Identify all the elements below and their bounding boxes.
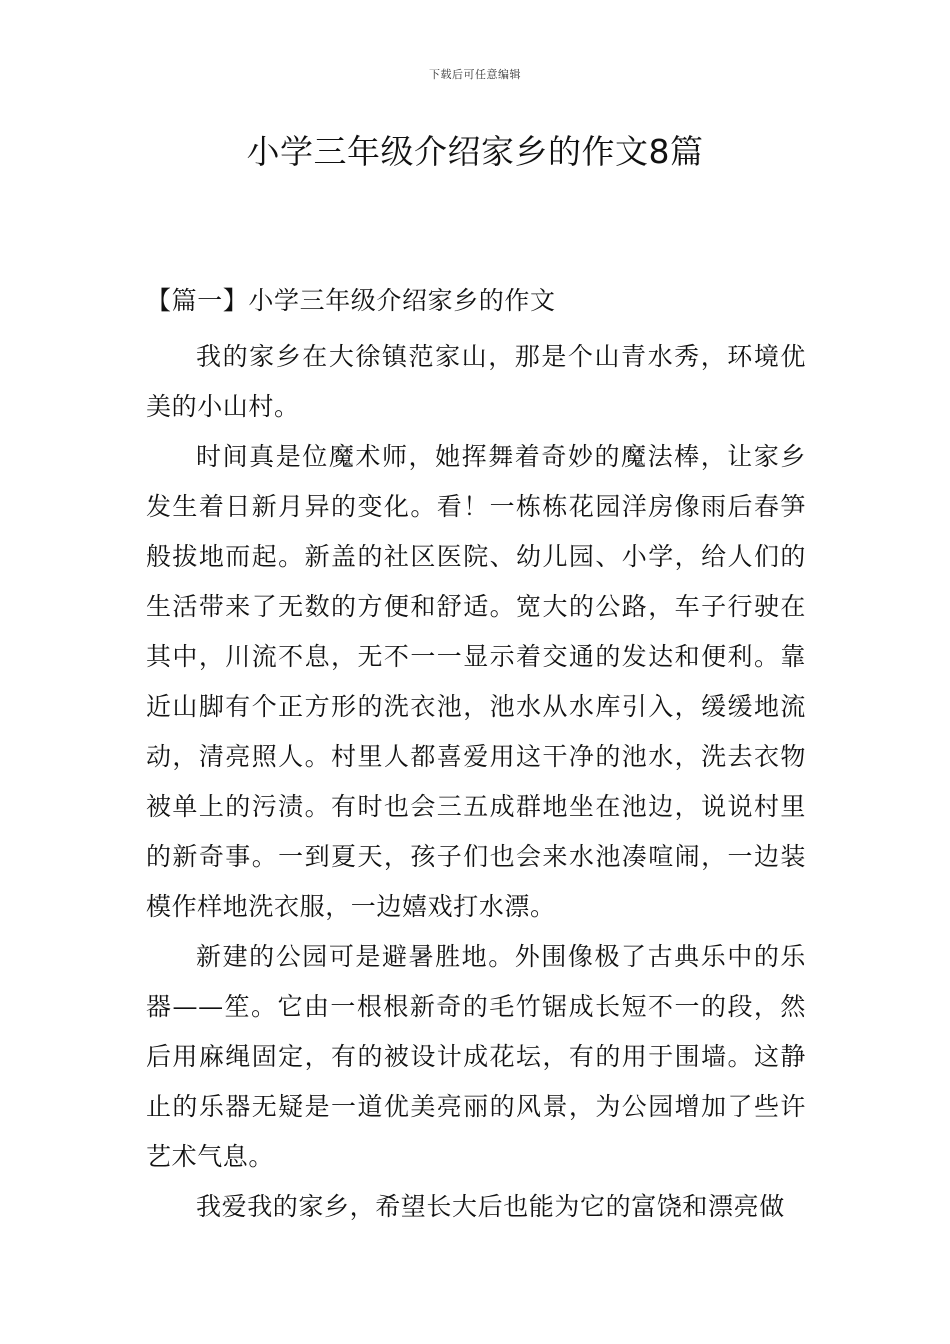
document-title: 小学三年级介绍家乡的作文8篇 [246, 132, 704, 171]
paragraph: 我的家乡在大徐镇范家山，那是个山青水秀，环境优美的小山村。 [146, 342, 806, 421]
paragraph: 时间真是位魔术师，她挥舞着奇妙的魔法棒，让家乡发生着日新月异的变化。看！一栋栋花园洋房像雨后春笋般拔地而起。新盖的社区医院、幼儿园、小学，给人们的生活带来了无数的方便和舒适。宽大的公路，车子行驶在其中，川流不息，无不一一显示着交通的发达和便利。靠近山脚有个正方形的洗衣池，池水从水库引入，缓缓地流动，清亮照人。村里人都喜爱用这干净的池水，洗去衣物被单上的污渍。有时也会三五成群地坐在池边，说说村里的新奇事。一到夏天，孩子们也会来水池凑喧闹，一边装模作样地洗衣服，一边嬉戏打水漂。 [146, 442, 806, 921]
document-body [146, 282, 806, 1232]
paragraph: 我爱我的家乡，希望长大后也能为它的富饶和漂亮做 [196, 1192, 785, 1221]
paragraph: 新建的公园可是避暑胜地。外围像极了古典乐中的乐器——笙。它由一根根新奇的毛竹锯成长短不一的段，然后用麻绳固定，有的被设计成花坛，有的用于围墙。这静止的乐器无疑是一道优美亮丽的风景，为公园增加了些许艺术气息。 [146, 942, 806, 1171]
header-note: 下载后可任意编辑 [429, 68, 521, 81]
section-heading: 【篇一】小学三年级介绍家乡的作文 [146, 286, 556, 315]
